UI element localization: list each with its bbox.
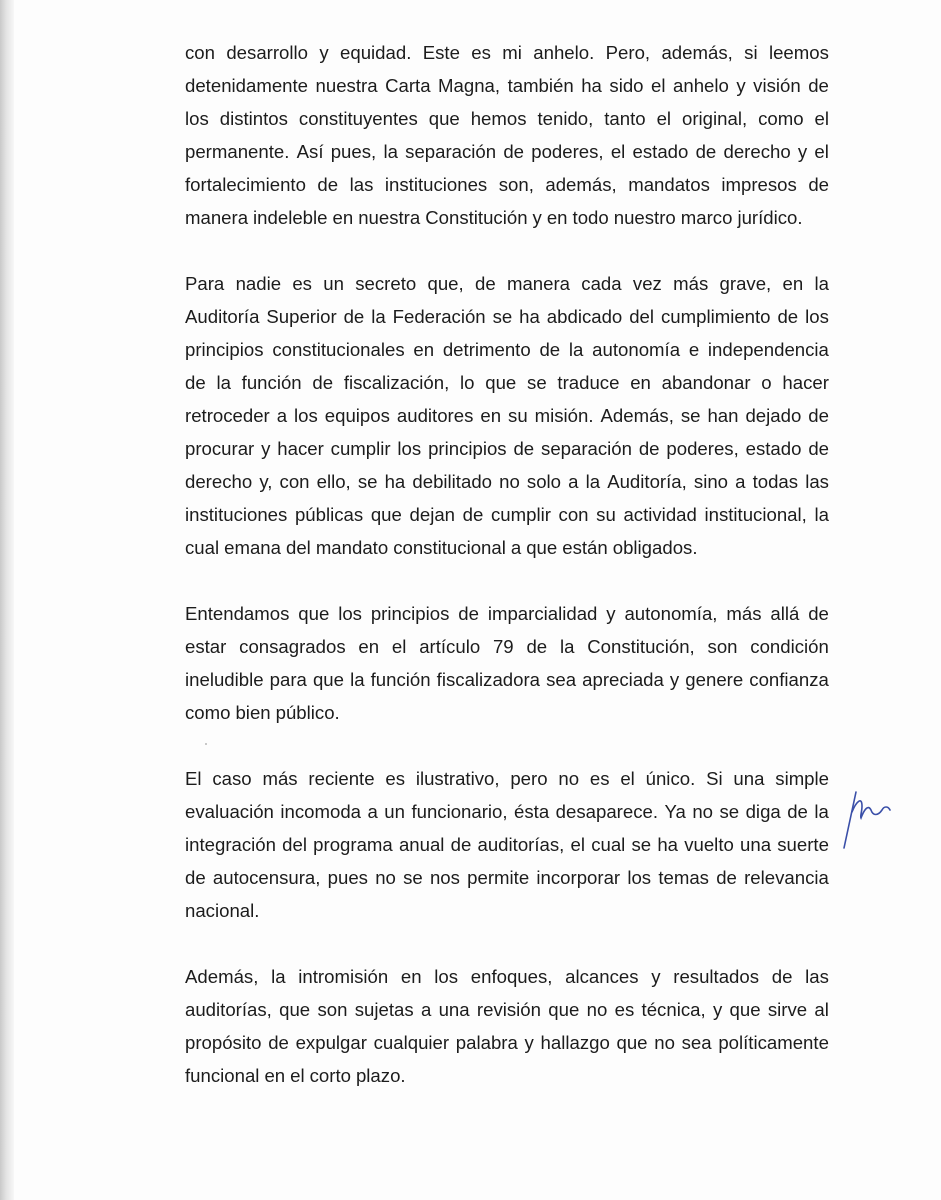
text-line: funcional en el corto plazo.: [185, 1065, 406, 1086]
scan-speck: [205, 743, 207, 745]
text-line: ineludible para que la función fiscalizadora sea apreciada y genere confianza: [185, 669, 829, 690]
text-line: principios constitucionales en detrimento de la autonomía e independencia: [185, 339, 829, 360]
text-line: derecho y, con ello, se ha debilitado no solo a la Auditoría, sino a todas las: [185, 471, 829, 492]
paragraph: [185, 960, 829, 1092]
text-line: detenidamente nuestra Carta Magna, también ha sido el anhelo y visión de: [185, 75, 829, 96]
text-line: fortalecimiento de las instituciones son, además, mandatos impresos de: [185, 174, 829, 195]
text-line: cual emana del mandato constitucional a que están obligados.: [185, 537, 698, 558]
text-line: procurar y hacer cumplir los principios de separación de poderes, estado de: [185, 438, 829, 459]
text-line: de la función de fiscalización, lo que se traduce en abandonar o hacer: [185, 372, 829, 393]
text-line: integración del programa anual de auditorías, el cual se ha vuelto una suerte: [185, 834, 829, 855]
text-line: manera indeleble en nuestra Constitución y en todo nuestro marco jurídico.: [185, 207, 803, 228]
text-line: El caso más reciente es ilustrativo, pero no es el único. Si una simple: [185, 768, 829, 789]
text-line: los distintos constituyentes que hemos tenido, tanto el original, como el: [185, 108, 829, 129]
text-line: Para nadie es un secreto que, de manera cada vez más grave, en la: [185, 273, 829, 294]
text-line: estar consagrados en el artículo 79 de la Constitución, son condición: [185, 636, 829, 657]
text-line: nacional.: [185, 900, 260, 921]
text-line: retroceder a los equipos auditores en su misión. Además, se han dejado de: [185, 405, 829, 426]
text-line: con desarrollo y equidad. Este es mi anhelo. Pero, además, si leemos: [185, 42, 829, 63]
text-line: Además, la intromisión en los enfoques, alcances y resultados de las: [185, 966, 829, 987]
document-body: [185, 36, 829, 1125]
paragraph: [185, 597, 829, 729]
handwritten-initials: [838, 790, 898, 855]
text-line: como bien público.: [185, 702, 340, 723]
text-line: de autocensura, pues no se nos permite incorporar los temas de relevancia: [185, 867, 829, 888]
text-line: Entendamos que los principios de imparcialidad y autonomía, más allá de: [185, 603, 829, 624]
paragraph: [185, 36, 829, 234]
text-line: auditorías, que son sujetas a una revisión que no es técnica, y que sirve al: [185, 999, 829, 1020]
text-line: propósito de expulgar cualquier palabra y hallazgo que no sea políticamente: [185, 1032, 829, 1053]
paragraph: [185, 267, 829, 564]
text-line: evaluación incomoda a un funcionario, ésta desaparece. Ya no se diga de la: [185, 801, 829, 822]
text-line: Auditoría Superior de la Federación se ha abdicado del cumplimiento de los: [185, 306, 829, 327]
text-line: permanente. Así pues, la separación de poderes, el estado de derecho y el: [185, 141, 829, 162]
paragraph: [185, 762, 829, 927]
text-line: instituciones públicas que dejan de cumplir con su actividad institucional, la: [185, 504, 829, 525]
page-edge-shadow: [0, 0, 14, 1200]
